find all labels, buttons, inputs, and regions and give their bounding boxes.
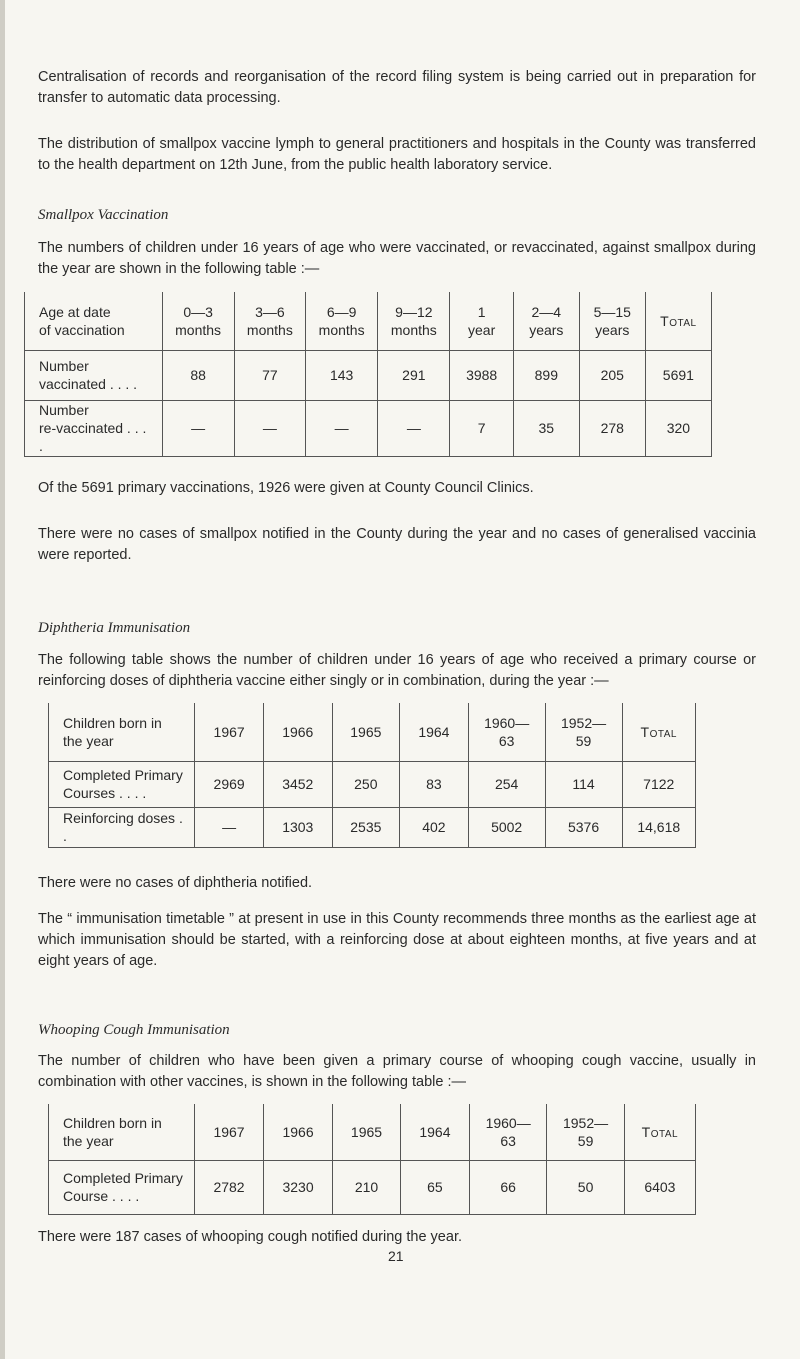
table-cell: 66: [469, 1160, 546, 1214]
table-cell: 65: [400, 1160, 469, 1214]
paragraph-no-diphtheria: There were no cases of diphtheria notified.: [38, 875, 313, 891]
diphtheria-table: [48, 703, 696, 848]
paragraph-diphtheria-intro: The following table shows the number of children under 16 years of age who received a primary course or reinforcing doses of diphtheria vaccine either singly or in combination, during the year :—: [38, 652, 756, 689]
table-cell: 3452: [263, 761, 332, 807]
table-cell: 88: [162, 350, 234, 400]
page-edge: [0, 0, 5, 1359]
table-row: [49, 807, 696, 847]
table-header-cell: 1967: [195, 1104, 264, 1160]
table-row: [49, 1160, 696, 1214]
table-cell: 254: [468, 761, 545, 807]
table-header-cell: Total: [624, 1104, 695, 1160]
page-number: 21: [388, 1248, 404, 1264]
table-header-row: [25, 292, 712, 350]
table-cell: 6403: [624, 1160, 695, 1214]
table-header-cell: 1960—63: [468, 703, 545, 761]
table-header-cell: 1966: [263, 703, 332, 761]
table-cell: 77: [234, 350, 305, 400]
paragraph-whooping-intro: The number of children who have been given a primary course of whooping cough vaccine, usually in combination with other vaccines, is shown in the following table :—: [38, 1053, 756, 1090]
row-label: Reinforcing doses . .: [49, 807, 195, 847]
table-header-cell: 0—3 months: [162, 292, 234, 350]
table-header-cell: Age at date of vaccination: [25, 292, 163, 350]
table-header-cell: 6—9 months: [306, 292, 378, 350]
table-cell: 35: [513, 400, 579, 456]
table-cell: 2535: [332, 807, 399, 847]
table-header-cell: 5—15 years: [579, 292, 645, 350]
table-cell: 50: [547, 1160, 624, 1214]
table-cell: —: [234, 400, 305, 456]
table-row: [25, 350, 712, 400]
table-header-cell: 1965: [333, 1104, 401, 1160]
table-header-cell: 3—6 months: [234, 292, 305, 350]
table-cell: 278: [579, 400, 645, 456]
table-header-cell: 1952—59: [547, 1104, 624, 1160]
row-label: Number re-vaccinated . . . .: [25, 400, 163, 456]
table-cell: 5002: [468, 807, 545, 847]
table-header-cell: 1964: [400, 703, 469, 761]
table-header-cell: 1 year: [450, 292, 513, 350]
table-header-cell: 1960—63: [469, 1104, 546, 1160]
table-header-cell: 1966: [264, 1104, 333, 1160]
table-header-cell: 1965: [332, 703, 399, 761]
table-cell: 143: [306, 350, 378, 400]
table-cell: —: [306, 400, 378, 456]
paragraph-no-smallpox: There were no cases of smallpox notified in the County during the year and no cases of generalised vaccinia were reported.: [38, 526, 756, 563]
table-cell: —: [195, 807, 264, 847]
table-cell: 7: [450, 400, 513, 456]
table-header-cell: 1952—59: [545, 703, 622, 761]
paragraph-whooping-cases: There were 187 cases of whooping cough notified during the year.: [38, 1229, 462, 1245]
table-cell: 210: [333, 1160, 401, 1214]
row-label: Completed Primary Courses . . . .: [49, 761, 195, 807]
table-cell: 3988: [450, 350, 513, 400]
table-header-cell: 2—4 years: [513, 292, 579, 350]
paragraph-vaccine-lymph: The distribution of smallpox vaccine lymph to general practitioners and hospitals in the County was transferred to the health department on 12th June, from the public health laboratory service.: [38, 136, 756, 173]
table-header-cell: Children born in the year: [49, 1104, 195, 1160]
table-cell: 291: [378, 350, 450, 400]
table-cell: 5376: [545, 807, 622, 847]
whooping-cough-table: [48, 1104, 696, 1215]
table-cell: 1303: [263, 807, 332, 847]
table-cell: 3230: [264, 1160, 333, 1214]
paragraph-smallpox-intro: The numbers of children under 16 years of age who were vaccinated, or revaccinated, against smallpox during the year are shown in the following table :—: [38, 240, 756, 277]
table-cell: 2782: [195, 1160, 264, 1214]
table-row: [49, 761, 696, 807]
table-header-row: [49, 1104, 696, 1160]
table-header-row: [49, 703, 696, 761]
paragraph-primary-vaccinations: Of the 5691 primary vaccinations, 1926 were given at County Council Clinics.: [38, 480, 534, 496]
smallpox-table: [24, 292, 712, 457]
table-cell: 2969: [195, 761, 264, 807]
table-cell: 83: [400, 761, 469, 807]
table-cell: 250: [332, 761, 399, 807]
table-cell: 899: [513, 350, 579, 400]
paragraph-records: Centralisation of records and reorganisation of the record filing system is being carried out in preparation for transfer to automatic data processing.: [38, 69, 756, 106]
table-cell: 205: [579, 350, 645, 400]
table-row: [25, 400, 712, 456]
table-header-cell: 1964: [400, 1104, 469, 1160]
paragraph-immunisation-timetable: The “ immunisation timetable ” at present in use in this County recommends three months as the earliest age at which immunisation should be started, with a reinforcing dose at about eighteen months, at five years and at eight years of age.: [38, 911, 756, 969]
table-header-cell: 9—12 months: [378, 292, 450, 350]
table-cell: 114: [545, 761, 622, 807]
table-cell: 402: [400, 807, 469, 847]
table-header-cell: Total: [622, 703, 696, 761]
table-cell: 14,618: [622, 807, 696, 847]
table-header-cell: Total: [645, 292, 711, 350]
table-cell: 5691: [645, 350, 711, 400]
table-header-cell: 1967: [195, 703, 264, 761]
table-cell: 7122: [622, 761, 696, 807]
table-cell: —: [378, 400, 450, 456]
row-label: Number vaccinated . . . .: [25, 350, 163, 400]
heading-whooping-cough: Whooping Cough Immunisation: [38, 1022, 230, 1038]
table-header-cell: Children born in the year: [49, 703, 195, 761]
row-label: Completed Primary Course . . . .: [49, 1160, 195, 1214]
table-cell: 320: [645, 400, 711, 456]
table-cell: —: [162, 400, 234, 456]
heading-smallpox: Smallpox Vaccination: [38, 207, 169, 223]
heading-diphtheria: Diphtheria Immunisation: [38, 620, 191, 636]
